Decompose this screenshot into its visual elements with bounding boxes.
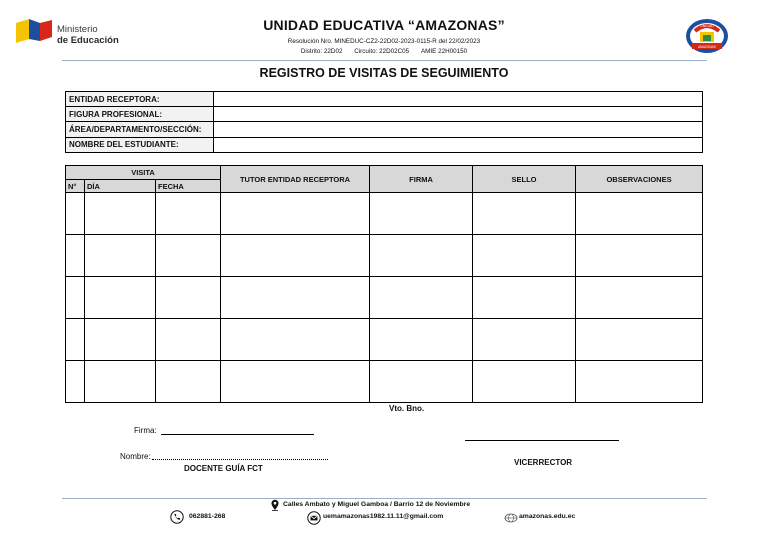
visit-day-cell[interactable] xyxy=(85,235,156,277)
amie-code: AMIE 22H00150 xyxy=(420,48,468,55)
visits-body xyxy=(66,193,703,403)
tutor-cell[interactable] xyxy=(221,235,370,277)
visit-number-cell[interactable] xyxy=(66,193,85,235)
observaciones-cell[interactable] xyxy=(576,193,703,235)
info-label: ENTIDAD RECEPTORA: xyxy=(66,92,214,107)
vicerrector-label: VICERRECTOR xyxy=(514,458,573,467)
info-row xyxy=(66,92,703,107)
figura-profesional-field[interactable] xyxy=(214,107,703,122)
school-crest-icon xyxy=(684,17,730,55)
footer-phone: 062881-268 xyxy=(189,513,226,520)
ministry-line-2: de Educación xyxy=(57,35,119,46)
nombre-label: Nombre: xyxy=(120,452,151,461)
sello-cell[interactable] xyxy=(473,193,576,235)
nombre-estudiante-field[interactable] xyxy=(214,137,703,152)
visit-row xyxy=(66,319,703,361)
visit-row xyxy=(66,277,703,319)
tutor-cell[interactable] xyxy=(221,361,370,403)
header-divider xyxy=(62,60,707,61)
visit-number-cell[interactable] xyxy=(66,277,85,319)
observaciones-cell[interactable] xyxy=(576,319,703,361)
info-label: NOMBRE DEL ESTUDIANTE: xyxy=(66,137,214,152)
tutor-cell[interactable] xyxy=(221,193,370,235)
sello-cell[interactable] xyxy=(473,235,576,277)
firma-label: Firma: xyxy=(134,426,157,435)
area-departamento-field[interactable] xyxy=(214,122,703,137)
visita-header: VISITA xyxy=(66,166,221,180)
footer-divider xyxy=(62,498,707,499)
firma-cell[interactable] xyxy=(370,277,473,319)
visit-date-cell[interactable] xyxy=(156,193,221,235)
sello-cell[interactable] xyxy=(473,361,576,403)
fecha-header: FECHA xyxy=(156,180,221,193)
firma-cell[interactable] xyxy=(370,319,473,361)
observaciones-header: OBSERVACIONES xyxy=(576,166,703,193)
firma-cell[interactable] xyxy=(370,193,473,235)
vicerrector-signature-line[interactable] xyxy=(465,440,619,441)
firma-cell[interactable] xyxy=(370,361,473,403)
district-line xyxy=(0,48,768,55)
sello-header: SELLO xyxy=(473,166,576,193)
sello-cell[interactable] xyxy=(473,277,576,319)
visit-number-cell[interactable] xyxy=(66,235,85,277)
visit-number-cell[interactable] xyxy=(66,319,85,361)
email-icon xyxy=(307,511,321,525)
nombre-line[interactable] xyxy=(152,459,328,460)
docente-label: DOCENTE GUÍA FCT xyxy=(184,464,263,473)
visit-day-cell[interactable] xyxy=(85,361,156,403)
info-table xyxy=(65,91,703,153)
info-row xyxy=(66,137,703,152)
crest-bottom-text: AMAZONAS xyxy=(698,45,716,49)
visit-day-cell[interactable] xyxy=(85,319,156,361)
visit-row xyxy=(66,361,703,403)
footer-email[interactable]: uemamazonas1982.11.11@gmail.com xyxy=(323,513,444,520)
ministry-line-1: Ministerio xyxy=(57,24,98,35)
visit-day-cell[interactable] xyxy=(85,193,156,235)
page-title: REGISTRO DE VISITAS DE SEGUIMIENTO xyxy=(259,66,509,80)
firma-header: FIRMA xyxy=(370,166,473,193)
footer-address: Calles Ambato y Miguel Gamboa / Barrio 12 de Noviembre xyxy=(283,501,471,508)
observaciones-cell[interactable] xyxy=(576,277,703,319)
info-row xyxy=(66,122,703,137)
observaciones-cell[interactable] xyxy=(576,361,703,403)
sello-cell[interactable] xyxy=(473,319,576,361)
tutor-cell[interactable] xyxy=(221,319,370,361)
resolution-line: Resolución Nro. MINEDUC-CZ2-22D02-2023-0115-R del 22/02/2023 xyxy=(287,38,481,45)
entidad-receptora-field[interactable] xyxy=(214,92,703,107)
location-pin-icon xyxy=(270,499,280,511)
visit-date-cell[interactable] xyxy=(156,277,221,319)
visit-number-cell[interactable] xyxy=(66,361,85,403)
dia-header: DÍA xyxy=(85,180,156,193)
school-name: UNIDAD EDUCATIVA “AMAZONAS” xyxy=(263,17,505,33)
circuito: Circuito: 22D02C05 xyxy=(354,48,410,55)
tutor-cell[interactable] xyxy=(221,277,370,319)
phone-icon xyxy=(170,510,184,524)
distrito: Distrito: 22D02 xyxy=(300,48,343,55)
visit-date-cell[interactable] xyxy=(156,319,221,361)
footer-website[interactable]: amazonas.edu.ec xyxy=(519,513,576,520)
visit-row xyxy=(66,193,703,235)
visit-day-cell[interactable] xyxy=(85,277,156,319)
tutor-header: TUTOR ENTIDAD RECEPTORA xyxy=(221,166,370,193)
firma-signature-line[interactable] xyxy=(161,434,314,435)
crest-top-text: UNIDAD xyxy=(700,24,714,28)
info-row xyxy=(66,107,703,122)
visits-table xyxy=(65,165,703,403)
numero-header: N° xyxy=(66,180,85,193)
globe-icon xyxy=(504,511,518,525)
observaciones-cell[interactable] xyxy=(576,235,703,277)
vto-bno-label: Vto. Bno. xyxy=(389,404,425,413)
info-label: FIGURA PROFESIONAL: xyxy=(66,107,214,122)
info-label: ÁREA/DEPARTAMENTO/SECCIÓN: xyxy=(66,122,214,137)
visit-row xyxy=(66,235,703,277)
visit-date-cell[interactable] xyxy=(156,361,221,403)
firma-cell[interactable] xyxy=(370,235,473,277)
visit-date-cell[interactable] xyxy=(156,235,221,277)
